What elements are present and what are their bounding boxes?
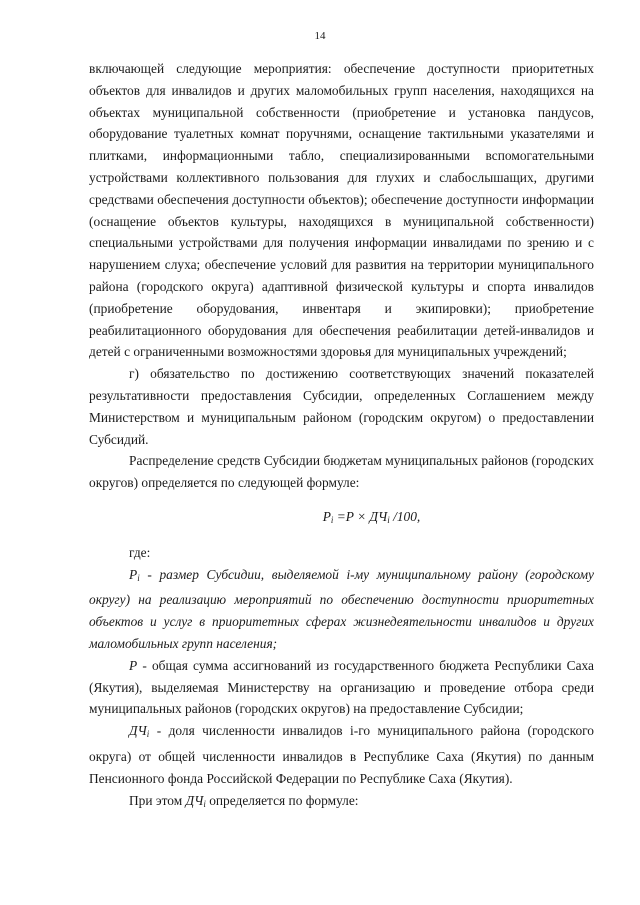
definition-p-text: - общая сумма ассигнований из государственного бюджета Республики Саха (Якутия), выделяемая Министерству на организацию и проведение отбора среди муниципальных районов (городских округов) на предоставление Субсидии; [89,657,594,717]
definition-pi-var: P [129,566,138,582]
definition-dchi-var: ДЧ [129,723,147,739]
formula-lhs-sub: i [330,514,334,525]
formula-rhs-sub: i [387,514,390,525]
formula-intro-var: ДЧ [185,792,204,808]
definition-pi [89,564,594,655]
paragraph-measures: включающей следующие мероприятия: обеспечение доступности приоритетных объектов для инвалидов и других маломобильных групп населения, находящихся на объектах муниципальной собственности (приобретение и установка пандусов, оборудование туалетных комнат поручнями, оснащение тактильными указателями и плитками, информационными табло, специализированными вспомогательными устройствами коллективного пользования для глухих и слабослышащих, другими средствами обеспечения доступности объектов); обеспечение доступности информации (оснащение объектов культуры, находящихся в муниципальной собственности) специальными устройствами для получения информации инвалидами по зрению и с нарушением слуха; обеспечение условий для развития на территории муниципального района (городского округа) адаптивной физической культуры и спорта инвалидов (приобретение оборудования, инвентаря и экипировки); приобретение реабилитационного оборудования для обеспечения реабилитации детей-инвалидов и детей с ограниченными возможностями здоровья для муниципальных учреждений; [89,61,594,360]
formula-rhs-pre: =P × ДЧ [333,508,388,524]
formula-main [89,506,594,532]
formula-intro-sub: i [203,798,206,809]
definition-p [89,655,594,720]
paragraph-formula-intro [89,790,594,816]
definition-dchi [89,720,594,789]
definition-dchi-sub: i [146,729,150,740]
formula-rhs-post: /100, [389,508,421,524]
paragraph-distribution: Распределение средств Субсидии бюджетам муниципальных районов (городских округов) определяется по следующей формуле: [89,453,594,491]
definition-pi-sub: i [137,572,140,583]
formula-lhs: P [322,508,331,524]
definition-dchi-text: - доля численности инвалидов i-го муниципального района (городского округа) от общей численности инвалидов в Республике Саха (Якутия) по данным Пенсионного фонда Российской Федерации по Республике Саха (Якутия). [89,723,594,786]
definition-pi-text: - размер Субсидии, выделяемой i-му муниципальному району (городскому округу) на реализацию мероприятий по обеспечению доступности приоритетных объектов и услуг в приоритетных сферах жизнедеятельности инвалидов и других маломобильных групп населения; [89,566,594,651]
paragraph-obligation: г) обязательство по достижению соответствующих значений показателей результативности предоставления Субсидии, определенных Соглашением между Министерством и муниципальным районом (городским округом) о предоставлении Субсидий. [89,366,594,447]
formula-intro-pre: При этом [129,792,186,808]
definition-p-var: P [129,657,138,673]
where-label: где: [129,544,151,560]
formula-intro-post: определяется по формуле: [205,792,359,808]
document-body [89,58,594,815]
page-number: 14 [314,30,326,42]
